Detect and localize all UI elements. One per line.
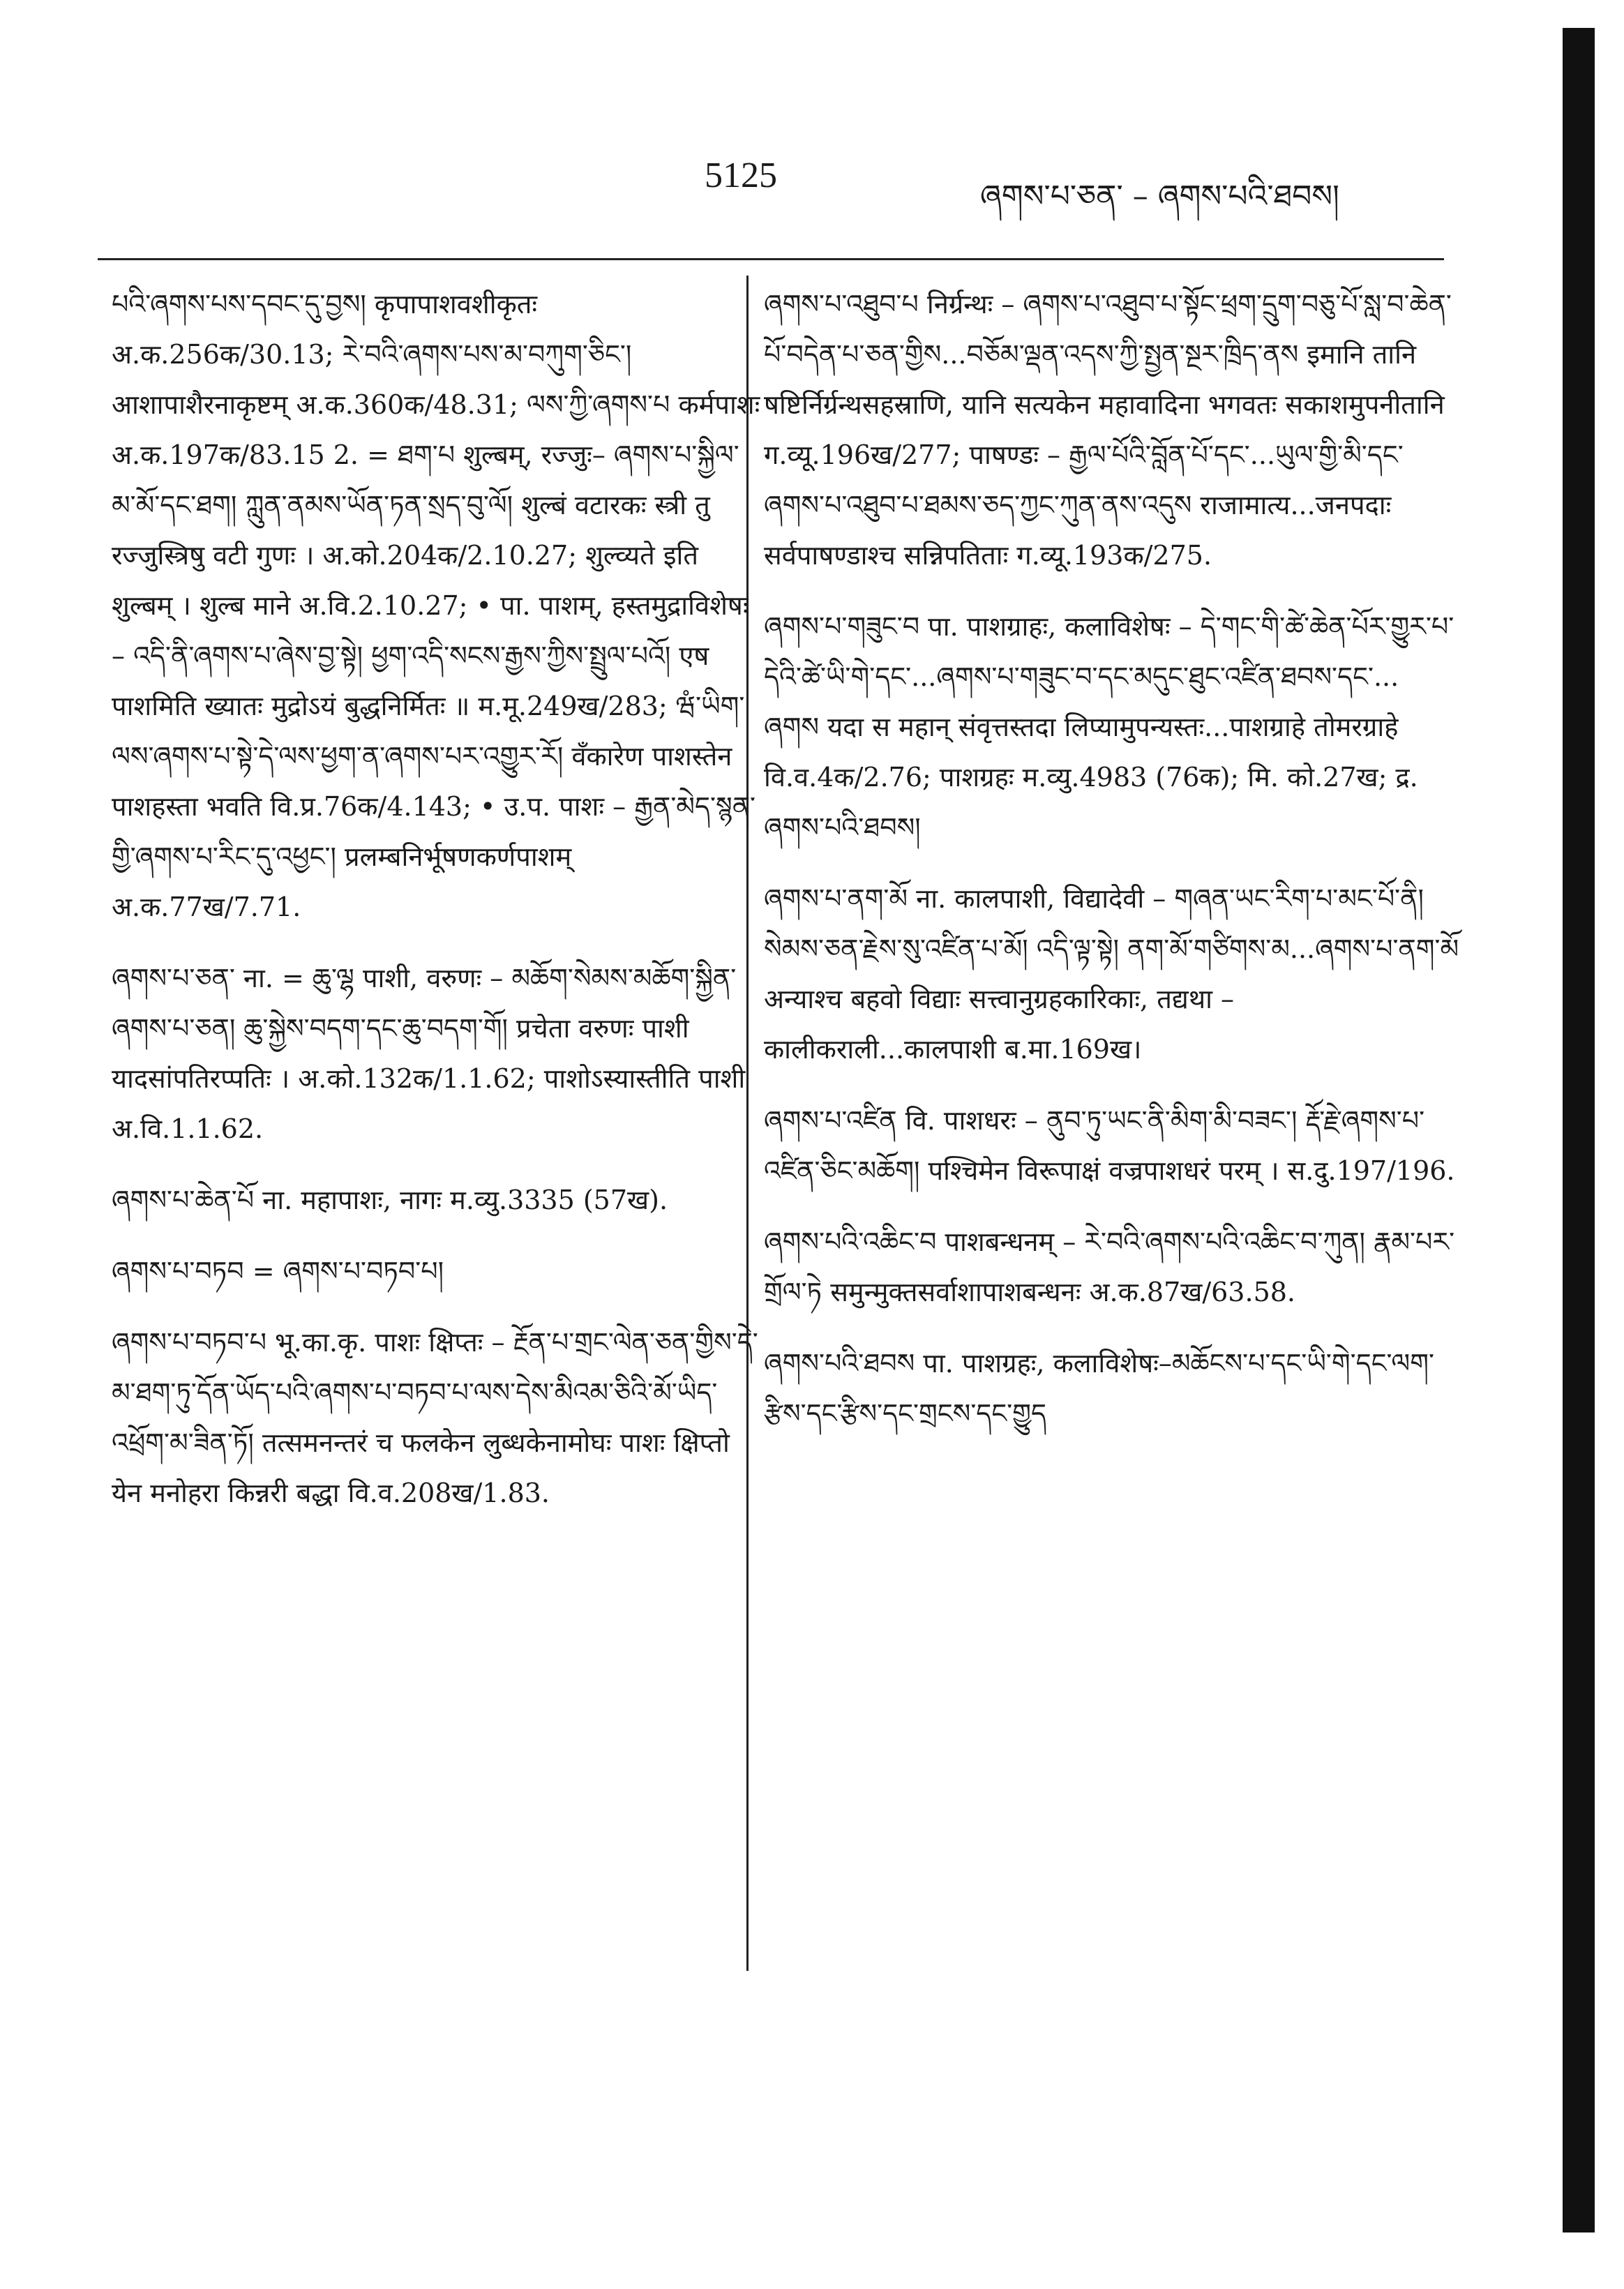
- dictionary-entry: ཞགས་པ་འཐུབ་པ निर्ग्रन्थः – ཞགས་པ་འཐུབ་པ་སྟོང་ཕྲག་དྲུག་བཅུ་པོ་སླ་བ་ཆེན་པོ་བདེན་པ་ཅན་གྱིས...བཅོམ་ལྡན་འདས་ཀྱི་སྤྱན་སྔར་ཁྲིད་ནས इमानि तानि षष्टिर्निर्ग्रन्थसहस्राणि, यानि सत्यकेन महावादिना भगवतः सकाशमुपनीतानि ग.व्यू.196ख/277; पाषण्डः – རྒྱལ་པོའི་བློན་པོ་དང་...ཡུལ་གྱི་མི་དང་ཞགས་པ་འཐུབ་པ་ཐམས་ཅད་ཀྱང་ཀུན་ནས་འདུས राजामात्य...जनपदाः सर्वपाषण्डाश्च सन्निपतिताः ग.व्यू.193क/275.: [764, 289, 1452, 571]
- header-rule: [98, 258, 1444, 260]
- dictionary-entry: ཞགས་པ་གཟུང་བ पा. पाशग्राहः, कलाविशेषः – དེ་གང་གི་ཚེ་ཆེན་པོར་གྱུར་པ་དེའི་ཚེ་ཡི་གེ་དང་...ཞགས་པ་གཟུང་བ་དང་མདུང་ཐུང་འཛིན་ཐབས་དང་... ཞགས यदा स महान् संवृत्तस्तदा लिप्यामुपन्यस्तः...पाशग्राहे तोमरग्राहे वि.व.4क/2.76; पाशग्रहः म.व्यु.4983 (76क); मि. को.27ख; द्र. ཞགས་པའི་ཐབས།: [764, 611, 1454, 843]
- left-column: [112, 279, 760, 1539]
- dictionary-entry: ཞགས་པ་བཏབ་པ भू.का.कृ. पाशः क्षिप्तः – རྔོན་པ་གྲང་ལེན་ཅན་གྱིས་དེ་མ་ཐག་ཏུ་དོན་ཡོད་པའི་ཞགས་པ་བཏབ་པ་ལས་དེས་མིའམ་ཅིའི་མོ་ཡིད་འཕྲོག་མ་ཟིན་ཏོ། तत्समनन्तरं च फलकेन लुब्धकेनामोघः पाशः क्षिप्तो येन मनोहरा किन्नरी बद्धा वि.व.208ख/1.83.: [112, 1327, 758, 1508]
- dictionary-entry: ཞགས་པ་བཏབ = ཞགས་པ་བཏབ་པ།: [112, 1256, 444, 1286]
- running-head: ཞགས་པ་ཅན་ – ཞགས་པའི་ཐབས།: [980, 179, 1339, 214]
- dictionary-entry: ཞགས་པའི་འཆིང་བ पाशबन्धनम् – རེ་བའི་ཞགས་པའི་འཆིང་བ་ཀུན། རྣམ་པར་གྲོལ་ཏེ समुन्मुक्तसर्वाशापाशबन्धनः अ.क.87ख/63.58.: [764, 1226, 1455, 1307]
- dictionary-entry: ཞགས་པའི་ཐབས पा. पाशग्रहः, कलाविशेषः–མཆོངས་པ་དང་ཡི་གེ་དང་ལག་རྩིས་དང་རྩིས་དང་གྲངས་དང་གྱུད: [764, 1348, 1434, 1429]
- dictionary-entry: ཞགས་པ་ཆེན་པོ ना. महापाशः, नागः म.व्यु.3335 (57ख).: [112, 1185, 668, 1215]
- right-column: [764, 279, 1461, 1459]
- dictionary-entry: ཞགས་པ་ནག་མོ ना. कालपाशी, विद्यादेवी – གཞན་ཡང་རིག་པ་མང་པོ་ནི། སེམས་ཅན་རྗེས་སུ་འཛིན་པ་མོ། འདི་ལྟ་སྟེ། ནག་མོ་གཙིགས་མ...ཞགས་པ་ནག་མོ अन्याश्च बहवो विद्याः सत्त्वानुग्रहकारिकाः, तद्यथा – कालीकराली...कालपाशी ब.मा.169ख।: [764, 883, 1459, 1065]
- dictionary-entry: ཞགས་པ་འཛིན वि. पाशधरः – ནུབ་ཏུ་ཡང་ནི་མིག་མི་བཟང་། རྡོ་རྗེ་ཞགས་པ་འཛིན་ཅིང་མཆོག། पश्चिमेन विरूपाक्षं वज्रपाशधरं परम् । स.दु.197/196.: [764, 1105, 1455, 1186]
- dictionary-entry: ཞགས་པ་ཅན་ ना. = ཆུ་ལྷ पाशी, वरुणः – མཆོག་སེམས་མཆོག་སྐྱིན་ཞགས་པ་ཅན། ཆུ་སྐྱེས་བདག་དང་ཆུ་བདག་གོ། प्रचेता वरुणः पाशी यादसांपतिरप्पतिः । अ.को.132क/1.1.62; पाशोऽस्यास्तीति पाशी अ.वि.1.1.62.: [112, 963, 746, 1144]
- page-number: 5125: [705, 156, 777, 195]
- page-edge-bar: [1563, 28, 1595, 2232]
- dictionary-entry: པའི་ཞགས་པས་དབང་དུ་བྱས། कृपापाशवशीकृतः अ.क.256क/30.13; རེ་བའི་ཞགས་པས་མ་བཀུག་ཅིང་། आशापाशैरनाकृष्टम् अ.क.360क/48.31; ལས་ཀྱི་ཞགས་པ कर्मपाशः अ.क.197क/83.15 2. = ཐག་པ शुल्बम्, रज्जुः– ཞགས་པ་སྐྱིལ་མ་མོ་དང་ཐག། ཀླུན་ནམས་ཡོན་ཏན་སྲད་བུ་ལོ། शुल्बं वटारकः स्त्री तु रज्जुस्त्रिषु वटी गुणः । अ.को.204क/2.10.27; शुल्व्यते इति शुल्बम् । शुल्ब माने अ.वि.2.10.27; • पा. पाशम्, हस्तमुद्राविशेषः – འདི་ནི་ཞགས་པ་ཞེས་བྱ་སྟེ། ཕྱག་འདི་སངས་རྒྱས་ཀྱིས་སྤྲུལ་པའོ། एष पाशमिति ख्यातः मुद्रोऽयं बुद्धनिर्मितः ॥ म.मू.249ख/283; ཝཾ་ཡིག་ལས་ཞགས་པ་སྟེ་དེ་ལས་ཕྱག་ན་ཞགས་པར་འགྱུར་རོ། वँकारेण पाशस्तेन पाशहस्ता भवति वि.प्र.76क/4.143; • उ.प. पाशः – རྒྱན་མེད་སྙན་གྱི་ཞགས་པ་རིང་དུ་འཕྱང་། प्रलम्बनिर्भूषणकर्णपाशम् अ.क.77ख/7.71.: [112, 289, 760, 922]
